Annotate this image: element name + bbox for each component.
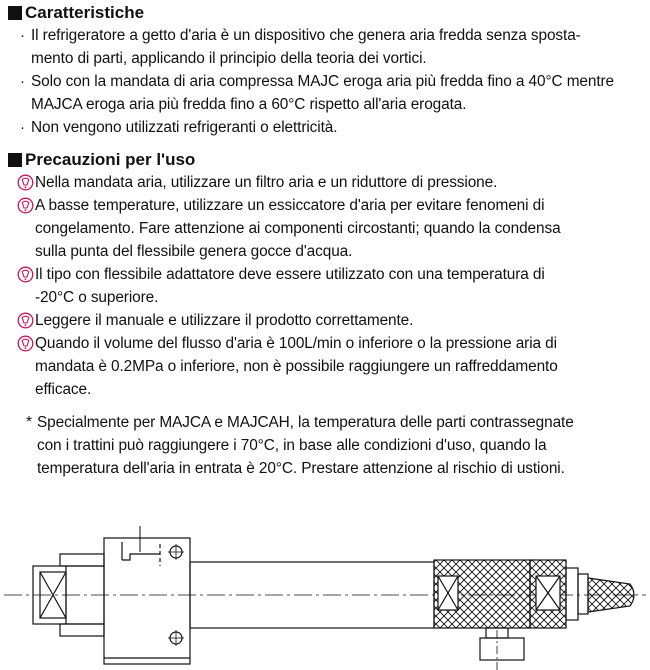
precaution-5-line-1: Quando il volume del flusso d'aria è 100L/min o inferiore o la pressione aria di [35, 335, 557, 352]
note-line-2: con i trattini può raggiungere i 70°C, in base alle condizioni d'uso, quando la [37, 437, 547, 454]
feature-2-line-2: MAJCA eroga aria più fredda fino a 60°C rispetto all'aria erogata. [31, 96, 467, 113]
precaution-5-line-2: mandata è 0.2MPa o inferiore, non è possibile raggiungere un raffreddamento [35, 358, 558, 375]
precaution-2-line-2: congelamento. Fare attenzione ai componenti circostanti; quando la condensa [35, 220, 561, 237]
feature-1-line-2: mento di parti, applicando il principio della teoria dei vortici. [31, 50, 427, 67]
precaution-3-line-1: Il tipo con flessibile adattatore deve essere utilizzato con una temperatura di [35, 266, 545, 283]
precaution-2-line-3: sulla punta del flessibile genera gocce d'acqua. [35, 243, 353, 260]
cooler-technical-drawing [0, 508, 650, 670]
warning-icon [17, 266, 34, 283]
note-marker: * [26, 414, 32, 431]
warning-icon [17, 335, 34, 352]
precaution-2-line-1: A basse temperature, utilizzare un essiccatore d'aria per evitare fenomeni di [35, 197, 545, 214]
bullet-icon: · [20, 27, 25, 44]
precaution-3-line-2: -20°C o superiore. [35, 289, 159, 306]
feature-2-line-1: Solo con la mandata di aria compressa MAJC eroga aria più fredda fino a 40°C mentre [31, 73, 615, 90]
features-heading: Caratteristiche [8, 3, 144, 23]
nozzle-tip [588, 578, 634, 612]
bullet-icon: · [20, 73, 25, 90]
feature-3-line-1: Non vengono utilizzati refrigeranti o elettricità. [31, 119, 338, 136]
bullet-icon: · [20, 119, 25, 136]
precaution-5-line-3: efficace. [35, 381, 92, 398]
heading-square-icon [8, 6, 22, 20]
warning-icon [17, 197, 34, 214]
precaution-1-line-1: Nella mandata aria, utilizzare un filtro aria e un riduttore di pressione. [35, 174, 498, 191]
vortex-block [104, 538, 190, 664]
feature-1-line-1: Il refrigeratore a getto d'aria è un dispositivo che genera aria fredda senza sposta- [31, 27, 581, 44]
warning-icon [17, 312, 34, 329]
note-line-1: Specialmente per MAJCA e MAJCAH, la temperatura delle parti contrassegnate [37, 414, 574, 431]
heading-square-icon [8, 153, 22, 167]
warning-icon [17, 174, 34, 191]
precautions-heading: Precauzioni per l'uso [8, 150, 195, 170]
precaution-4-line-1: Leggere il manuale e utilizzare il prodotto correttamente. [35, 312, 414, 329]
note-line-3: temperatura dell'aria in entrata è 20°C. Prestare attenzione al rischio di ustioni. [37, 460, 565, 477]
